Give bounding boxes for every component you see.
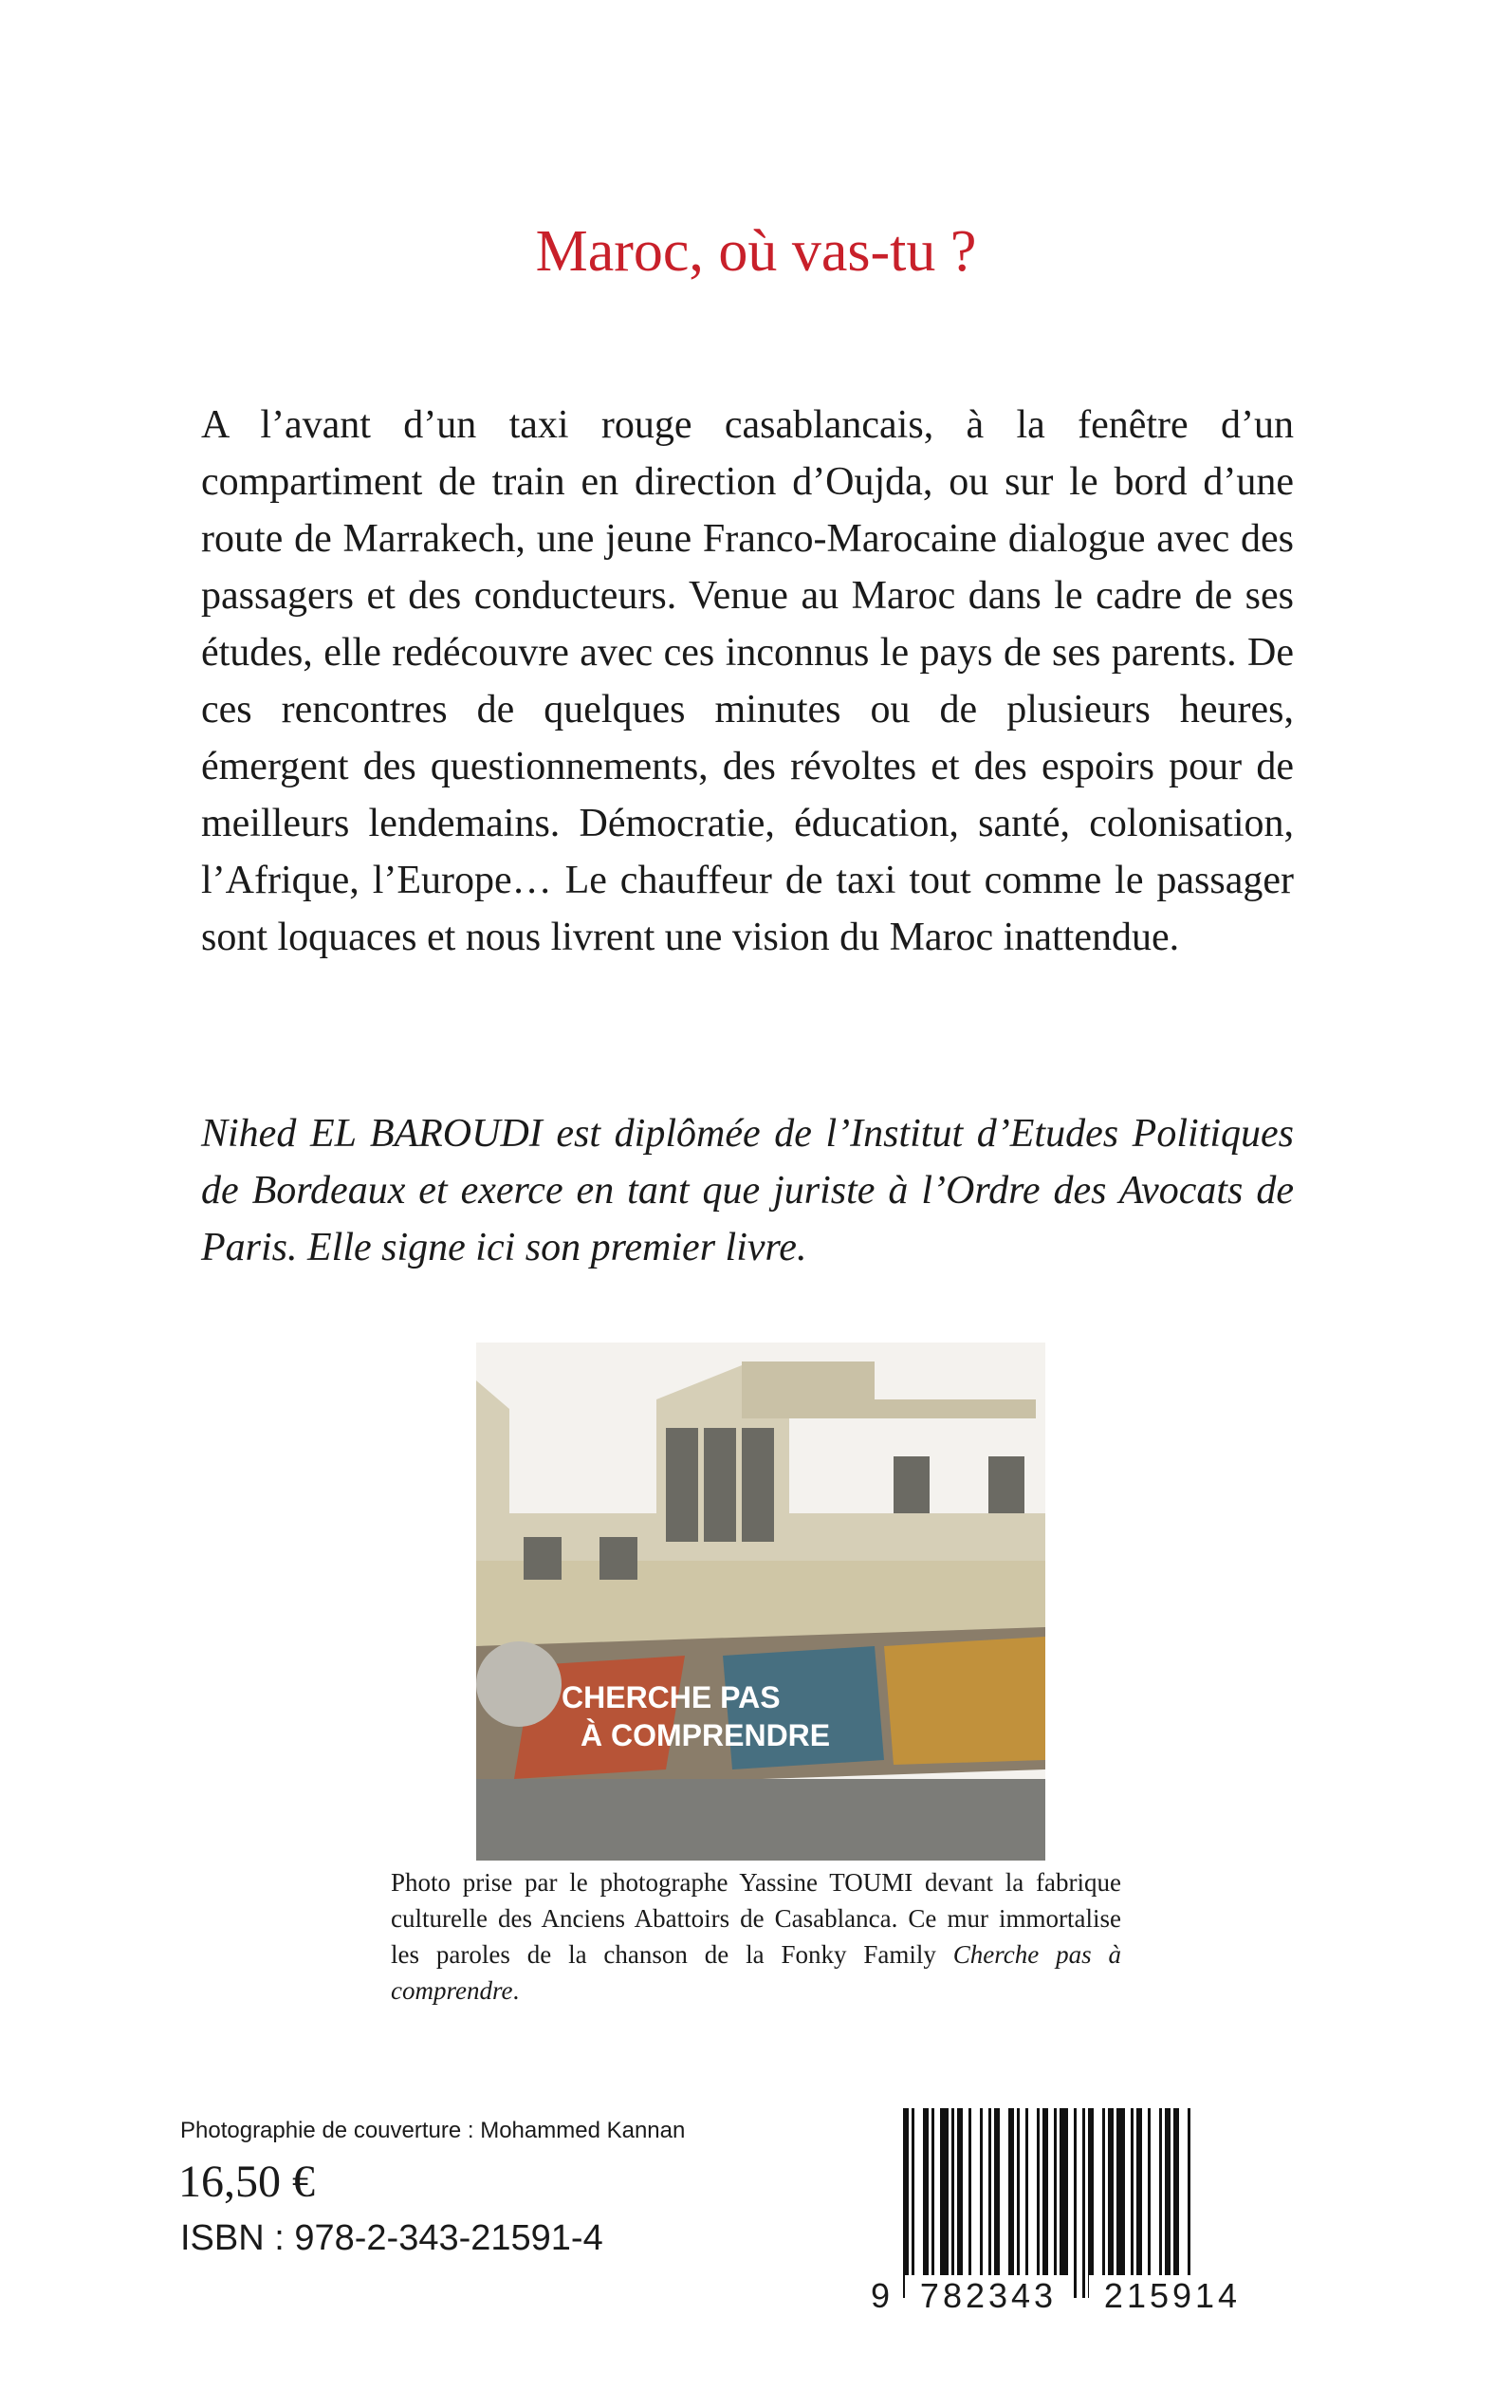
photo-mural-text-2: À COMPRENDRE xyxy=(581,1718,831,1752)
photo-window xyxy=(704,1428,736,1542)
photo-mural-text-1: CHERCHE PAS xyxy=(562,1680,781,1714)
photo-caption xyxy=(391,1864,1121,2009)
barcode-bar xyxy=(957,2108,963,2298)
photo-pavement xyxy=(476,1779,1045,1861)
barcode-bar xyxy=(923,2108,929,2298)
barcode-bar xyxy=(1037,2108,1040,2298)
barcode xyxy=(869,2108,1296,2313)
price: 16,50 € xyxy=(178,2157,315,2207)
barcode-bar xyxy=(1148,2108,1151,2298)
barcode-digits-mid: 782343 xyxy=(919,2276,1058,2313)
cover-photo-credit: Photographie de couverture : Mohammed Kannan xyxy=(180,2118,686,2143)
book-title: Maroc, où vas-tu ? xyxy=(535,219,977,284)
author-bio: Nihed EL BAROUDI est diplômée de l’Institut d’Etudes Politiques de Bordeaux et exerce en tant que juriste à l’Ordre des Avocats de Paris. Elle signe ici son premier livre. xyxy=(201,1112,1294,1269)
barcode-bar xyxy=(1131,2108,1134,2298)
barcode-bar xyxy=(988,2108,991,2298)
barcode-bar xyxy=(903,2108,909,2298)
barcode-bar xyxy=(940,2108,949,2298)
barcode-bar xyxy=(931,2108,934,2298)
barcode-bar xyxy=(1159,2108,1162,2298)
photo-mural-portrait xyxy=(476,1641,562,1727)
barcode-bar xyxy=(1088,2108,1094,2298)
barcode-bar xyxy=(1054,2108,1057,2298)
barcode-bar xyxy=(1165,2108,1171,2298)
barcode-bar xyxy=(951,2108,954,2298)
barcode-bar xyxy=(1025,2108,1028,2298)
barcode-bar xyxy=(1108,2108,1114,2298)
barcode-bar xyxy=(994,2108,1000,2298)
photo-window xyxy=(894,1456,930,1513)
barcode-bar xyxy=(1136,2108,1142,2298)
book-summary: A l’avant d’un taxi rouge casablancais, à la fenêtre d’un compartiment de train en direction d’Oujda, ou sur le bord d’une route de Marrakech, une jeune Franco-Marocaine dialogue avec des passagers et des conducteurs. Venue au Maroc dans le cadre de ses études, elle redécouvre avec ces inconnus le pays de ses parents. De ces rencontres de quelques minutes ou de plusieurs heures, émergent des questionnements, des révoltes et des espoirs pour de meilleurs lendemains. Démocratie, éducation, santé, colonisation, l’Afrique, l’Europe… Le chauffeur de taxi tout comme le passager sont loquaces et nous livrent une vision du Maroc inattendue. xyxy=(201,403,1294,959)
barcode-bars xyxy=(903,2108,1190,2298)
barcode-bar xyxy=(1042,2108,1048,2298)
barcode-bar xyxy=(1017,2108,1020,2298)
barcode-bar xyxy=(980,2108,983,2298)
caption-text: Photo prise par le photographe Yassine TOUMI devant la fabrique culturelle des Anciens Abattoirs de Casablanca. Ce mur immortalise les paroles de la chanson de la Fonky Family xyxy=(391,1868,1121,1969)
photo-window xyxy=(524,1537,562,1580)
barcode-bar xyxy=(1082,2108,1085,2298)
barcode-bar xyxy=(1102,2108,1105,2298)
photo-window xyxy=(599,1537,637,1580)
cover-photo xyxy=(476,1343,1045,1861)
barcode-bar xyxy=(968,2108,971,2298)
barcode-bar xyxy=(1188,2108,1190,2298)
photo-window xyxy=(666,1428,698,1542)
barcode-bar xyxy=(912,2108,914,2298)
photo-window xyxy=(988,1456,1024,1513)
photo-window xyxy=(742,1428,774,1542)
isbn: ISBN : 978-2-343-21591-4 xyxy=(180,2218,603,2258)
barcode-bar xyxy=(1060,2108,1068,2298)
barcode-bar xyxy=(1074,2108,1077,2298)
barcode-digit-left: 9 xyxy=(871,2276,891,2313)
barcode-bar xyxy=(1116,2108,1125,2298)
barcode-bar xyxy=(1008,2108,1014,2298)
caption-end: . xyxy=(512,1976,520,2005)
caption-song-title: Cherche pas à comprendre xyxy=(391,1940,1121,2005)
barcode-bar xyxy=(1173,2108,1179,2298)
barcode-digits-right: 215914 xyxy=(1103,2276,1242,2313)
